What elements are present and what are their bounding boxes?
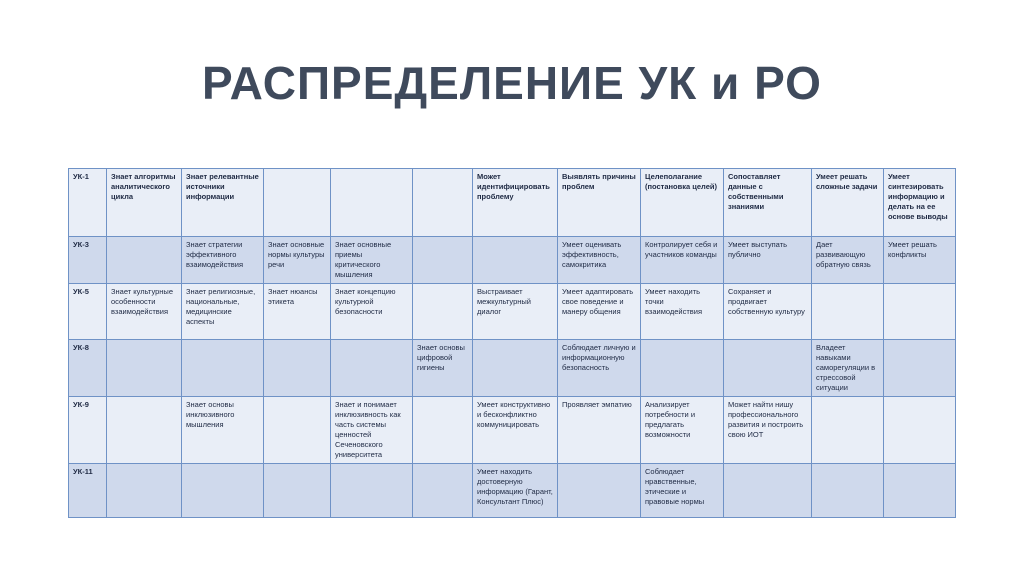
table-cell: Умеет выступать публично: [724, 237, 812, 284]
table-cell-code: УК-9: [69, 397, 107, 464]
table-cell: Умеет решать сложные задачи: [812, 169, 884, 237]
table-cell: [264, 397, 331, 464]
competency-table: [68, 168, 956, 518]
table-cell: [812, 284, 884, 340]
table-row: [69, 237, 956, 284]
table-cell: Целеполагание (постановка целей): [641, 169, 724, 237]
table-cell: [812, 397, 884, 464]
table-cell: Дает развивающую обратную связь: [812, 237, 884, 284]
table-cell: Анализирует потребности и предлагать возможности: [641, 397, 724, 464]
table-cell: Умеет находить точки взаимодействия: [641, 284, 724, 340]
table-row: [69, 397, 956, 464]
table-cell: [641, 340, 724, 397]
table-cell: [331, 340, 413, 397]
table-row: [69, 169, 956, 237]
table-cell: Знает культурные особенности взаимодействия: [107, 284, 182, 340]
slide-title: РАСПРЕДЕЛЕНИЕ УК и РО: [202, 57, 822, 109]
table-cell: [182, 340, 264, 397]
table-cell: [413, 169, 473, 237]
table-cell: Может найти нишу профессионального развития и построить свою ИОТ: [724, 397, 812, 464]
table-cell: [264, 340, 331, 397]
table-cell: [331, 464, 413, 518]
table-cell: [473, 237, 558, 284]
table-cell: [107, 397, 182, 464]
table-cell: Знает нюансы этикета: [264, 284, 331, 340]
table-cell: [884, 464, 956, 518]
table-row: [69, 340, 956, 397]
table-body: [69, 169, 956, 518]
table-cell: Соблюдает нравственные, этические и правовые нормы: [641, 464, 724, 518]
table-cell: [413, 397, 473, 464]
table-cell-code: УК-11: [69, 464, 107, 518]
table-cell: [724, 340, 812, 397]
table-cell: [884, 340, 956, 397]
table-cell: [107, 340, 182, 397]
table-cell: [884, 284, 956, 340]
table-cell: Знает концепцию культурной безопасности: [331, 284, 413, 340]
table-cell: Соблюдает личную и информационную безопасность: [558, 340, 641, 397]
table-cell: Знает и понимает инклюзивность как часть системы ценностей Сеченовского университета: [331, 397, 413, 464]
table-cell: Сопоставляет данные с собственными знаниями: [724, 169, 812, 237]
table-cell: Умеет решать конфликты: [884, 237, 956, 284]
table-cell: Умеет находить достоверную информацию (Гарант, Консультант Плюс): [473, 464, 558, 518]
table-cell: [473, 340, 558, 397]
table-cell: Умеет синтезировать информацию и делать на ее основе выводы: [884, 169, 956, 237]
table-cell: Умеет конструктивно и бесконфликтно коммуницировать: [473, 397, 558, 464]
table-cell: Выявлять причины проблем: [558, 169, 641, 237]
table-cell: Выстраивает межкультурный диалог: [473, 284, 558, 340]
table-cell: [812, 464, 884, 518]
table-cell: [331, 169, 413, 237]
table-cell: [264, 464, 331, 518]
table-cell: Умеет адаптировать свое поведение и манеру общения: [558, 284, 641, 340]
table-row: [69, 284, 956, 340]
table-cell: [413, 237, 473, 284]
table-cell: [264, 169, 331, 237]
table-cell: Знает основные приемы критического мышления: [331, 237, 413, 284]
table-cell: Знает алгоритмы аналитического цикла: [107, 169, 182, 237]
table-cell: Знает основные нормы культуры речи: [264, 237, 331, 284]
table-cell: [107, 464, 182, 518]
table-cell: [884, 397, 956, 464]
table-cell: [182, 464, 264, 518]
table-cell: Может идентифицировать проблему: [473, 169, 558, 237]
table-cell: Знает религиозные, национальные, медицинские аспекты: [182, 284, 264, 340]
table-cell: Сохраняет и продвигает собственную культуру: [724, 284, 812, 340]
table-cell: Умеет оценивать эффективность, самокритика: [558, 237, 641, 284]
table-cell: [558, 464, 641, 518]
table-cell-code: УК-3: [69, 237, 107, 284]
table-cell-code: УК-5: [69, 284, 107, 340]
table-cell: [413, 464, 473, 518]
table-cell: Знает основы цифровой гигиены: [413, 340, 473, 397]
table-cell: Проявляет эмпатию: [558, 397, 641, 464]
table-cell-code: УК-8: [69, 340, 107, 397]
table-cell: Знает релевантные источники информации: [182, 169, 264, 237]
table-cell: Знает стратегии эффективного взаимодействия: [182, 237, 264, 284]
table-cell: Знает основы инклюзивного мышления: [182, 397, 264, 464]
table-cell: [724, 464, 812, 518]
table-cell: Владеет навыками саморегуляции в стрессовой ситуации: [812, 340, 884, 397]
table-cell: Контролирует себя и участников команды: [641, 237, 724, 284]
table-cell-code: УК-1: [69, 169, 107, 237]
table-row: [69, 464, 956, 518]
table-cell: [107, 237, 182, 284]
table-cell: [413, 284, 473, 340]
